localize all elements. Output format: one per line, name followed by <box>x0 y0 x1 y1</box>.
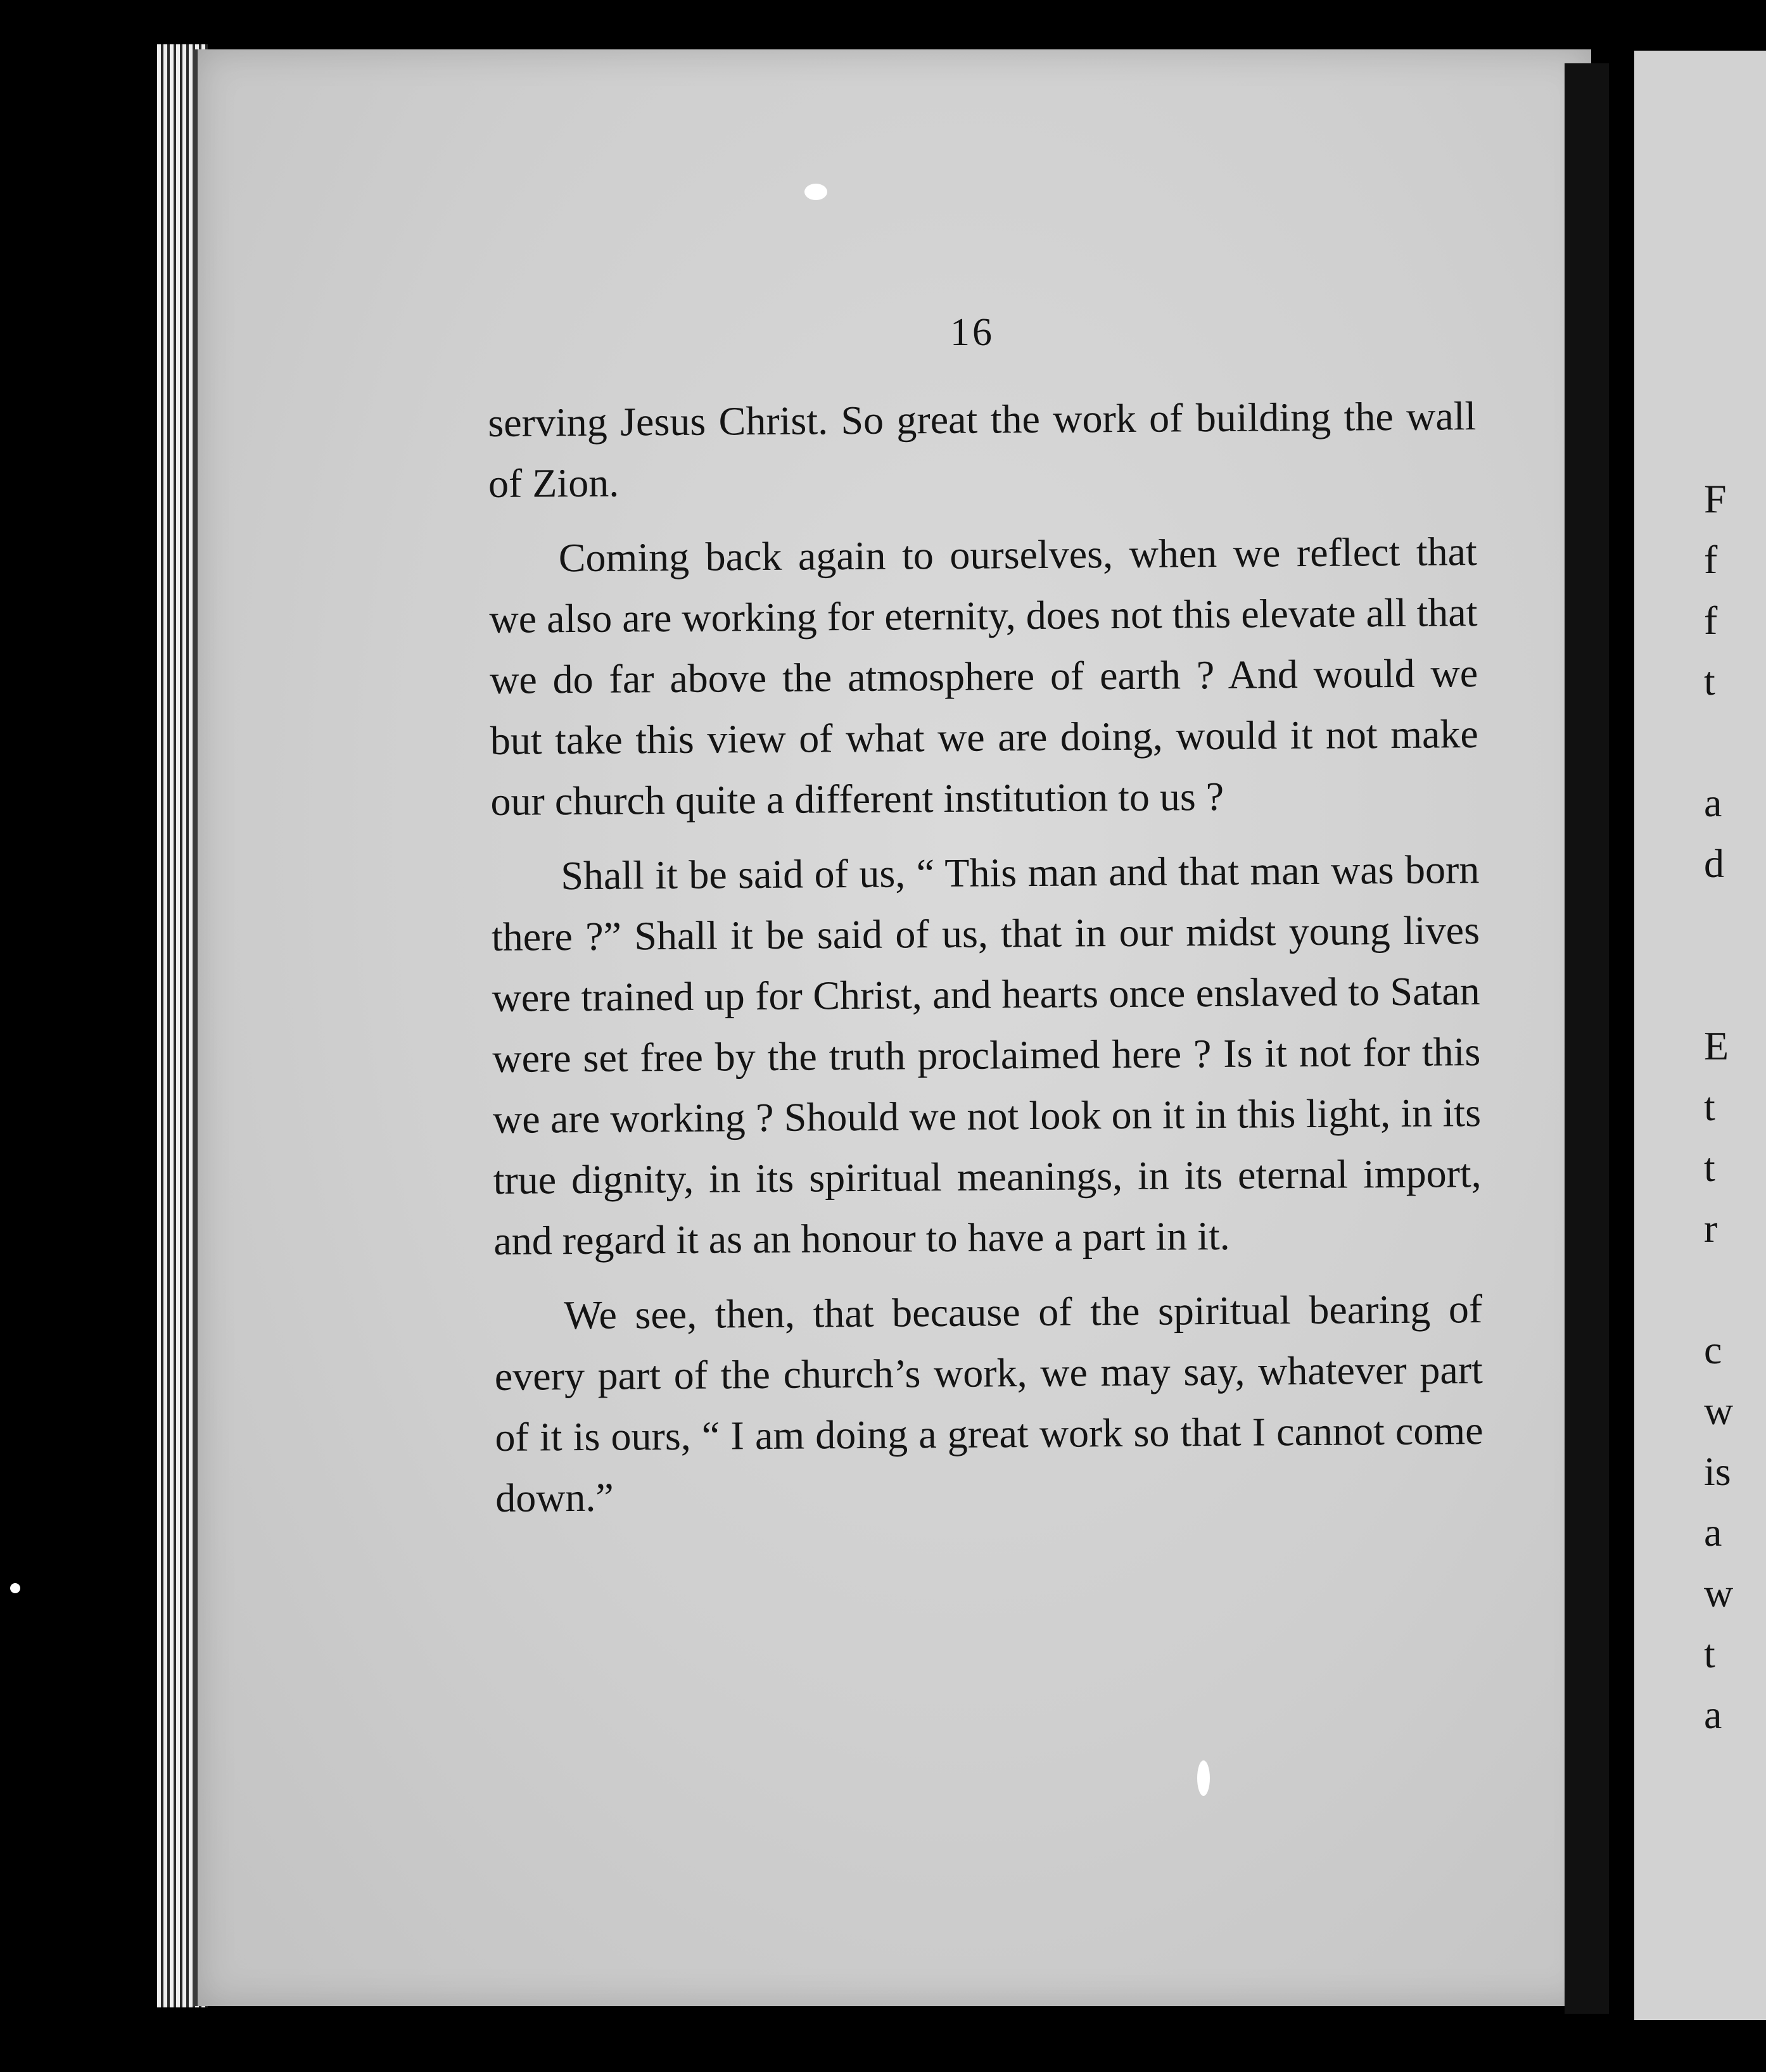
facing-page-line: t <box>1704 659 1715 704</box>
gutter-shadow <box>1565 63 1609 2014</box>
body-text <box>488 386 1484 1543</box>
facing-page-line: r <box>1704 1206 1718 1251</box>
facing-page-line <box>1704 955 1766 1016</box>
facing-page-line <box>1704 712 1766 773</box>
facing-page-line: f <box>1704 598 1718 643</box>
paper-speck <box>804 184 827 200</box>
facing-page-line: w <box>1704 1388 1734 1433</box>
facing-page-line: a <box>1704 1692 1722 1737</box>
facing-page-line: t <box>1704 1631 1715 1676</box>
facing-page-line: a <box>1704 780 1722 825</box>
paragraph: We see, then, that because of the spiritual bearing of every part of the church’s work, we may say, whatever part of it is ours, “ I am doing a great work so that I cannot come down.” <box>494 1286 1483 1520</box>
paper-speck <box>10 1583 20 1593</box>
facing-page-line: d <box>1704 841 1724 886</box>
facing-page-line <box>1704 1259 1766 1320</box>
facing-page-line: t <box>1704 1145 1715 1190</box>
paragraph: Shall it be said of us, “ This man and that man was born there ?” Shall it be said of us, that in our midst young lives were trained up for Christ, and hearts once enslaved to Satan were set free by the truth proclaimed here ? Is it not for this we are working ? Should we not look on it in this light, in its true dignity, in its spiritual meanings, in its eternal import, and regard it as an honour to have a part in it. <box>491 847 1482 1263</box>
paragraph: Coming back again to ourselves, when we reflect that we also are working for eternity, does not this elevate all that we do far above the atmosphere of earth ? And would we but take this view of what we are doing, would it not make our church quite a different institution to us ? <box>489 529 1479 824</box>
facing-page-line: w <box>1704 1570 1734 1615</box>
facing-page-line <box>1704 894 1766 955</box>
facing-page-line: f <box>1704 537 1718 582</box>
facing-page-line: is <box>1704 1449 1731 1494</box>
facing-page-text <box>1704 469 1766 1745</box>
paragraph: serving Jesus Christ. So great the work of building the wall of Zion. <box>488 393 1477 506</box>
facing-page-line: t <box>1704 1084 1715 1129</box>
facing-page-line: F <box>1704 476 1727 521</box>
facing-page-line: a <box>1704 1510 1722 1555</box>
facing-page-line: c <box>1704 1327 1722 1372</box>
facing-page-line: E <box>1704 1023 1729 1068</box>
page-number: 16 <box>950 311 994 354</box>
paper-speck <box>1197 1760 1210 1796</box>
